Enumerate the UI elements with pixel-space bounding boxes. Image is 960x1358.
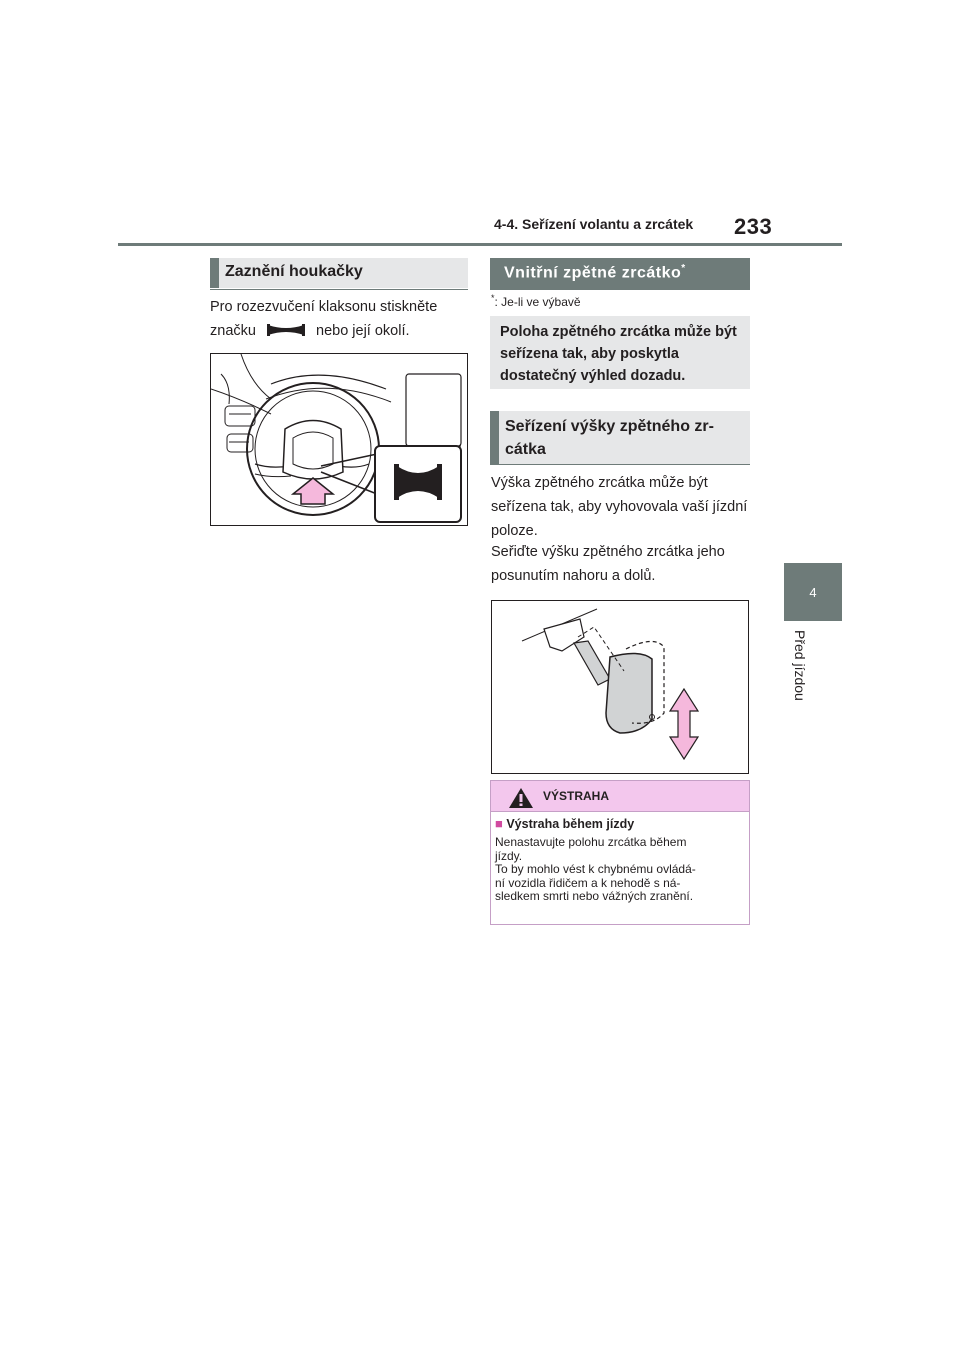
warning-line: sledkem smrti nebo vážných zranění. [495,889,694,903]
horn-icon [266,322,306,338]
footnote-text: : Je-li ve výbavě [494,295,581,309]
chapter-number: 4 [809,584,817,600]
mirror-paragraph-2: Seřiďte výšku zpětného zrcátka jeho posunutím nahoru a dolů. [491,544,725,584]
chapter-tab[interactable] [784,563,842,621]
header-rule [118,243,842,246]
warning-triangle-icon [508,787,534,809]
mirror-height-heading-line2: cátka [505,441,546,458]
mirror-illustration [491,600,749,774]
warning-line: jízdy. [495,848,523,863]
steering-wheel-illustration [210,353,468,526]
warning-line: Nenastavujte polohu zrcátka během [495,835,687,849]
warning-subtitle [495,816,634,831]
warning-subtitle-text: Výstraha během jízdy [506,817,635,831]
mirror-height-heading-rule [490,464,750,465]
horn-paragraph-part1: Pro rozezvučení klaksonu stiskněte značku [210,299,438,339]
mirror-heading-text: Vnitřní zpětné zrcátko [504,264,682,282]
horn-heading-text: Zaznění houkačky [225,263,363,280]
mirror-height-heading-line1: Seřízení výšky zpětného zr- [505,418,714,435]
mirror-heading [490,258,750,290]
warning-box [490,780,750,925]
horn-paragraph-part2: nebo její okolí. [316,323,410,339]
mirror-info-text: Poloha zpětného zrcátka může být seřízena tak, aby poskytla dostatečný výhled dozadu. [500,324,737,384]
warning-header [491,781,749,812]
chapter-label: Před jízdou [792,630,808,701]
horn-heading-rule [210,289,468,290]
horn-paragraph [210,295,475,343]
mirror-info-box [490,316,750,389]
mirror-height-heading [490,411,750,464]
warning-line: ní vozidla řidičem a k nehodě s ná- [495,875,681,890]
square-bullet-icon: ■ [495,816,503,831]
warning-body [495,836,745,904]
section-title: 4-4. Seřízení volantu a zrcátek [494,216,694,232]
warning-title: VÝSTRAHA [543,789,610,803]
horn-heading [210,258,468,288]
mirror-heading-mark: * [681,263,686,274]
page-number: 233 [734,214,773,239]
footnote-mark: * [491,293,495,303]
warning-line: To by mohlo vést k chybnému ovládá- [495,862,696,876]
mirror-paragraph-1: Výška zpětného zrcátka může být seřízena tak, aby vyhovovala vaší jízdní poloze. [491,475,748,539]
equipment-footnote [491,293,581,309]
